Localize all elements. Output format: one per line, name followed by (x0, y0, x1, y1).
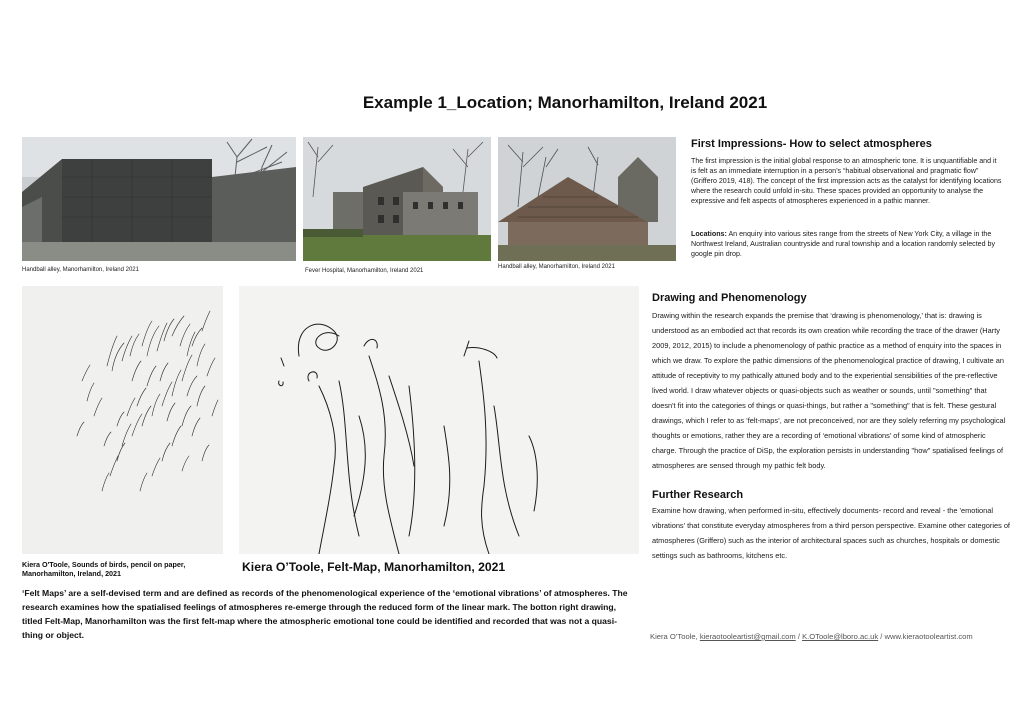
photo-handball-alley-2 (498, 137, 676, 261)
felt-maps-paragraph: ‘Felt Maps’ are a self-devised term and are defined as records of the phenomenological experience of the ‘emotional vibrations’ of atmospheres. The research examines how the spatialised feelings of atmospheres re-emerge through the reduced form of the linear mark. The botton right drawing, titled Felt-Map, Manorhamilton was the first felt-map where the atmospheric emotional tone could be identified and recorded that was not a quasi-thing or object. (22, 588, 628, 640)
footer-contact (650, 632, 973, 641)
drawing-right-caption: Kiera O’Toole, Felt-Map, Manorhamilton, 2021 (242, 560, 506, 574)
footer-sep-1: / (795, 632, 803, 641)
photo-caption-1: Handball alley, Manorhamilton, Ireland 2021 (22, 267, 139, 273)
photo-caption-2: Fever Hospital, Manorhamilton, Ireland 2021 (305, 268, 424, 274)
drawing-sounds-of-birds (22, 286, 223, 554)
locations-text: An enquiry into various sites range from the streets of New York City, a village in the Northwest Ireland, Australian countryside and rural township and a location randomly selected by google pin drop. (691, 230, 996, 258)
further-research-heading: Further Research (652, 489, 744, 501)
photo-caption-3: Handball alley, Manorhamilton, Ireland 2021 (498, 264, 615, 270)
first-impressions-heading: First Impressions- How to select atmospheres (691, 138, 932, 150)
further-research-paragraph: Examine how drawing, when performed in-situ, effectively documents- record and reveal - the 'emotional vibrations' that constitute everyday atmospheres from a third person perspective. Examine other categories of atmospheres (Griffero) such as the interior of architectural spaces such as churches, hospitals or domestic settings such as bathrooms, kitchens etc. (652, 506, 1010, 560)
drawing-felt-map (239, 286, 639, 554)
footer-email-1[interactable]: kieraotooleartist@gmail.com (699, 632, 796, 641)
footer-email-2[interactable]: K.OToole@lboro.ac.uk (802, 632, 879, 641)
footer-website[interactable]: / www.kieraotooleartist.com (878, 632, 973, 641)
locations-label: Locations: (691, 230, 727, 238)
drawing-phenomenology-heading: Drawing and Phenomenology (652, 292, 807, 304)
first-impressions-paragraph: The first impression is the initial global response to an atmospheric tone. It is unquantifiable and it is felt as an immediate interruption in a person’s “habitual observational and pragmatic flow” (Griffero 2019, 418). The concept of the first impression acts as the catalyst for identifying locations where the research could unfold in-situ. These spaces provided an opportunity to analyse the expressive and felt aspects of atmospheres experienced in a pathic manner. (691, 157, 1002, 205)
photo-handball-alley-1 (22, 137, 296, 261)
page-title: Example 1_Location; Manorhamilton, Ireland 2021 (362, 93, 768, 112)
drawing-phenomenology-paragraph: Drawing within the research expands the premise that ‘drawing is phenomenology,’ that is: drawing is understood as an embodied act that records its own creation while recording the trace of the drawer (Harty 2009, 2012, 2015) to include a phenomenology of pathic practice as a method of enquiry into the spaces in which we draw. To explore the pathic dimensions of the phenomenological practice of drawing, I cultivate an attitude of receptivity to my pathically attuned body and to the experiential sensibilities of the pre-reflective lived world. I draw whatever objects or quasi-objects such as weather or sounds, until "something" that doesn't fit into the categories of things or quasi-things, but rather a "something" that is felt. These gestural drawings, which I refer to as ‘felt-maps’, are not preconceived, nor are they solely referring my psychological thoughts or emotions, rather they are a recording of ‘emotional vibrations’ of some kind of atmospheric charge. Through the practice of DiSp, the exploration persists in understanding "how" spatialised feelings of atmospheres are sensed through my pathic felt body. (652, 311, 1006, 470)
footer-name: Kiera O’Toole, (650, 632, 700, 641)
locations-paragraph (691, 229, 1003, 259)
photo-fever-hospital (303, 137, 491, 261)
drawing-left-caption: Kiera O'Toole, Sounds of birds, pencil on paper, Manorhamilton, Ireland, 2021 (22, 560, 186, 578)
